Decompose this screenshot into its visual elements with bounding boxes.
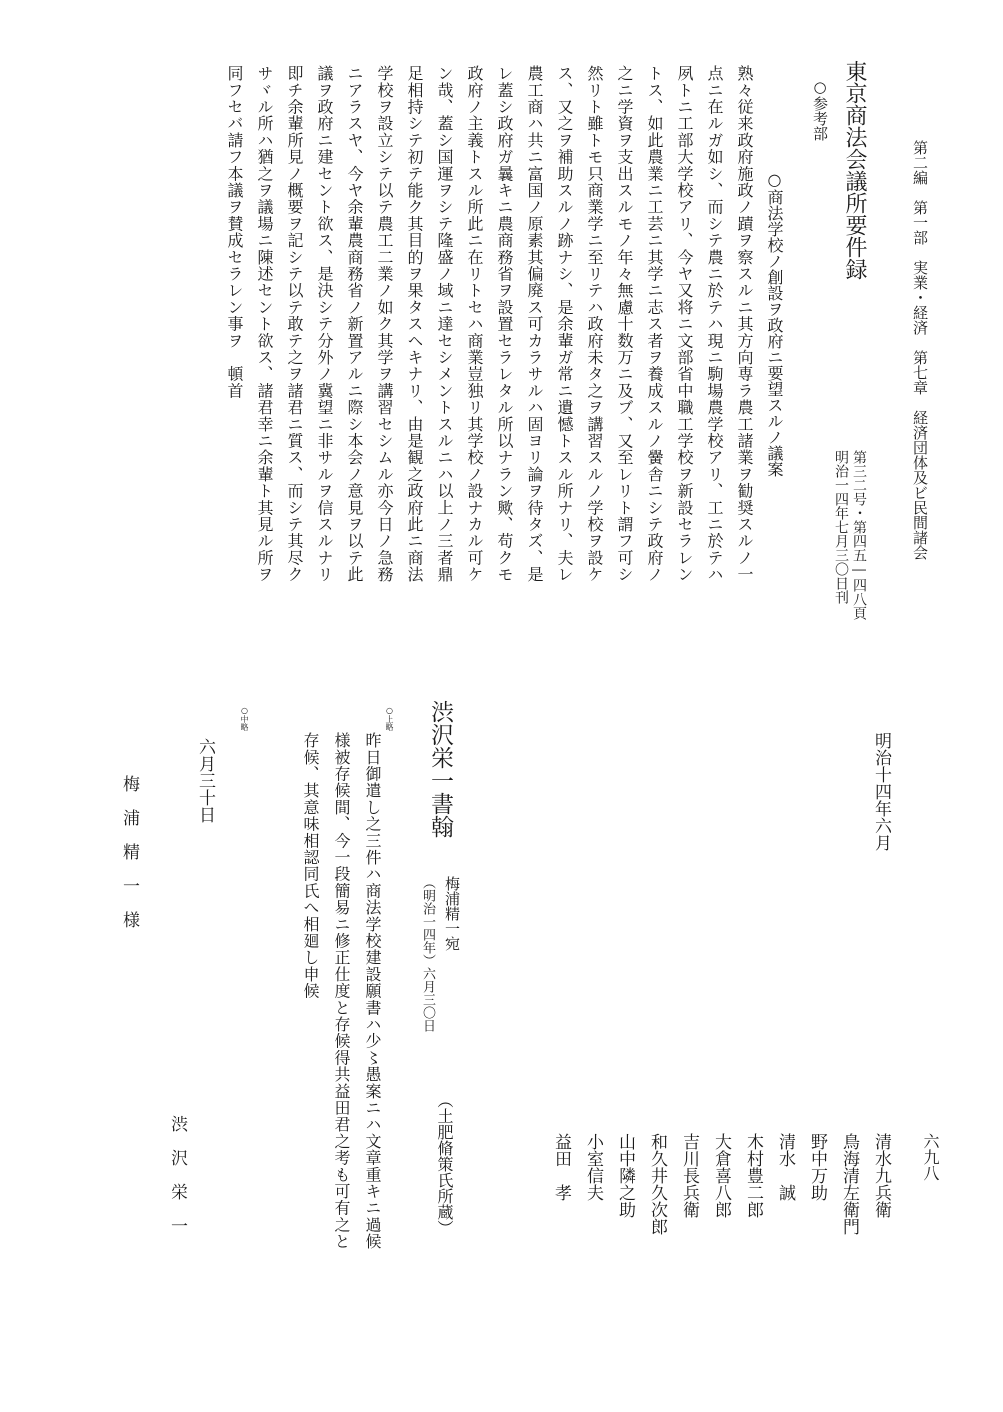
- body-line: 即チ余輩所見ノ概要ヲ記シテ以テ敢テ之ヲ諸君ニ質ス、而シテ其尽ク: [285, 65, 304, 583]
- body-line: レ蓋シ政府ガ曩キニ農商務省ヲ設置セラレタル所以ナラン歟、苟クモ: [495, 65, 514, 583]
- source-issue: 第三二号・第四五―四八頁: [851, 450, 867, 620]
- body-line: サヾル所ハ猶之ヲ議場ニ陳述セント欲ス、諸君幸ニ余輩ト其見ル所ヲ: [255, 65, 274, 583]
- source-date: 明治一四年七月三〇日刊: [833, 450, 849, 604]
- proposal-title: ○商法学校ノ創設ヲ政府ニ要望スルノ議案: [765, 170, 784, 477]
- body-line: 同フセバ請フ本議ヲ賛成セラレン事ヲ 頓首: [225, 65, 244, 399]
- body-line: 点ニ在ルガ如シ、而シテ農ニ於テハ現ニ駒場農学校アリ、工ニ於テハ: [705, 65, 724, 583]
- body-line: 熟々従来政府施政ノ蹟ヲ察スルニ其方向専ラ農工諸業ヲ勧奨スルノ一: [735, 65, 754, 583]
- body-line: 夙トニ工部大学校アリ、今ヤ又将ニ文部省中職工学校ヲ新設セラレン: [675, 65, 694, 583]
- omission-marker: ○上略: [385, 706, 394, 731]
- body-line: 政府ノ主義トスル所此ニ在リトセハ商業豈独リ其学校ノ設ナカル可ケ: [465, 65, 484, 583]
- running-header: 第二編 第一部 実業・経済 第七章 経済団体及ビ民間諸会: [911, 140, 929, 560]
- signatory: 吉川長兵衛: [679, 1133, 699, 1218]
- body-line: 農工商ハ共ニ富国ノ原素其偏廃ス可カラサルハ固ヨリ論ヲ待タズ、是: [525, 65, 544, 583]
- body-line: 足相持シテ初テ能ク其目的ヲ果タスヘキナリ、由是観之政府此ニ商法: [405, 65, 424, 583]
- document-title: 東京商法会議所要件録: [842, 60, 867, 280]
- signatory: 清水九兵衛: [871, 1133, 891, 1218]
- letter-line: 存候、其意味相認同氏へ相廻し申候: [301, 732, 320, 1000]
- body-line: トス、如此農業ニ工芸ニ其学ニ志ス者ヲ養成スルノ黌舎ニシテ政府ノ: [645, 65, 664, 583]
- signatory: 鳥海清左衛門: [839, 1133, 859, 1235]
- section-marker: ○参考部: [811, 78, 829, 141]
- omission-marker: ○中略: [240, 706, 249, 731]
- body-line: 議ヲ政府ニ建セント欲ス、是決シテ分外ノ冀望ニ非サルヲ信スルナリ: [315, 65, 334, 583]
- letter-closing-date: 六月三十日: [195, 738, 215, 823]
- signatory: 山中隣之助: [615, 1133, 635, 1218]
- signatory: 和久井久次郎: [647, 1133, 667, 1235]
- letter-line: 様被存候間、今一段簡易ニ修正仕度と存候得共益田君之考も可有之と: [332, 732, 351, 1250]
- body-line: ニアラスヤ、今ヤ余輩農商務省ノ新置アルニ際シ本会ノ意見ヲ以テ此: [345, 65, 364, 583]
- letter-line: 昨日御遣し之三件ハ商法学校建設願書ハ少〻愚案ニハ文章重キニ過候: [363, 732, 382, 1250]
- signatory: 大倉喜八郎: [711, 1133, 731, 1218]
- letter-sender: 渋 沢 栄 一: [167, 1115, 187, 1234]
- signatory: 益田 孝: [551, 1133, 571, 1201]
- signatory: 清水 誠: [775, 1133, 795, 1201]
- signatory: 木村豊二郎: [743, 1133, 763, 1218]
- body-line: ン哉、蓋シ国運ヲシテ隆盛ノ域ニ達セシメントスルニハ以上ノ三者鼎: [435, 65, 454, 583]
- proposal-date: 明治十四年六月: [871, 732, 891, 851]
- body-line: 之ニ学資ヲ支出スルモノ年々無慮十数万ニ及ブ、又至レリト謂フ可シ: [615, 65, 634, 583]
- signatory: 小室信夫: [583, 1133, 603, 1201]
- page-number: 六九八: [921, 1133, 940, 1181]
- letter-date-note: （明治一四年）六月三〇日: [420, 876, 435, 1032]
- body-line: 学校ヲ設立シテ以テ農工二業ノ如ク其学ヲ講習セシムル亦今日ノ急務: [375, 65, 394, 583]
- body-line: 然リト雖トモ只商業学ニ至リテハ政府未タ之ヲ講習スルノ学校ヲ設ケ: [585, 65, 604, 583]
- signatory: 野中万助: [807, 1133, 827, 1201]
- body-line: ス、又之ヲ補助スルノ跡ナシ、是余輩ガ常ニ遺憾トスル所ナリ、夫レ: [555, 65, 574, 583]
- letter-addressee: 梅 浦 精 一 様: [119, 775, 139, 928]
- letter-recipient: 梅浦精一宛: [443, 876, 461, 951]
- letter-title: 渋沢栄一書翰: [427, 700, 453, 838]
- source-collection: （土肥脩策氏所蔵）: [435, 1092, 454, 1236]
